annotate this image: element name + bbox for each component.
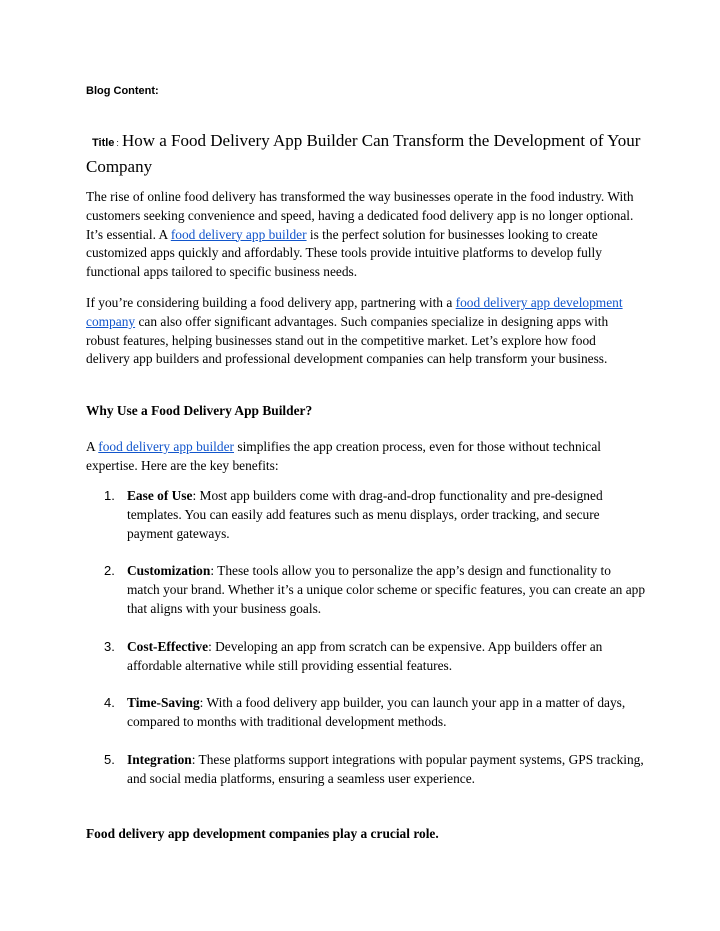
list-item bbox=[86, 751, 646, 789]
list-item bbox=[86, 694, 646, 732]
document-title bbox=[86, 129, 646, 179]
section-heading: Why Use a Food Delivery App Builder? bbox=[86, 403, 313, 418]
food-delivery-app-builder-link[interactable]: food delivery app builder bbox=[170, 226, 307, 242]
partnering-paragraph bbox=[86, 294, 642, 369]
benefits-list bbox=[86, 487, 646, 808]
intro-paragraph bbox=[86, 188, 642, 282]
benefit-term: Customization bbox=[127, 563, 211, 579]
benefits-intro-after-link: simplifies the app creation process, even for those without technical expertise. Here are the key benefits: bbox=[86, 439, 602, 473]
list-item bbox=[86, 638, 646, 676]
benefits-intro-before-link: A bbox=[86, 439, 99, 454]
list-number: 1. bbox=[104, 488, 115, 503]
list-number: 2. bbox=[104, 563, 115, 579]
benefit-term: Time-Saving bbox=[127, 695, 200, 711]
partnering-text-before-link: If you’re considering building a food delivery app, partnering with a bbox=[86, 295, 456, 310]
blog-content-label: Blog Content: bbox=[86, 85, 159, 97]
list-number: 4. bbox=[104, 695, 115, 711]
intro-text-after-link: is the perfect solution for businesses looking to create customized apps quickly and affordably. These tools provide intuitive platforms to develop fully functional apps tailored to specific business needs. bbox=[86, 226, 602, 280]
list-number: 3. bbox=[104, 638, 115, 654]
benefits-intro-paragraph bbox=[86, 438, 642, 476]
benefit-term: Integration bbox=[127, 751, 192, 767]
benefit-term: Ease of Use bbox=[127, 488, 193, 503]
benefit-text: : These platforms support integrations with popular payment systems, GPS tracking, and social media platforms, ensuring a seamless user experience. bbox=[127, 751, 644, 786]
benefit-term: Cost-Effective bbox=[127, 638, 209, 654]
development-company-link[interactable]: food delivery app development company bbox=[86, 295, 623, 329]
benefit-text: : With a food delivery app builder, you can launch your app in a matter of days, compared to months with traditional development methods. bbox=[127, 695, 626, 730]
list-number: 5. bbox=[104, 751, 115, 767]
title-tag: Title bbox=[92, 137, 115, 149]
list-item bbox=[86, 562, 646, 618]
app-builder-link-2[interactable]: food delivery app builder bbox=[98, 439, 235, 454]
title-colon: : bbox=[116, 138, 119, 148]
intro-text-before-link: The rise of online food delivery has transformed the way businesses operate in the food industry. With customers seeking convenience and speed, having a dedicated food delivery app is no longer optional. It’s essential. A bbox=[86, 189, 634, 242]
benefit-text: : Most app builders come with drag-and-drop functionality and pre-designed templates. You can easily add features such as menu displays, order tracking, and secure payment gateways. bbox=[127, 488, 603, 541]
closing-heading: Food delivery app development companies play a crucial role. bbox=[86, 826, 439, 841]
list-item bbox=[86, 487, 646, 543]
benefit-text: : These tools allow you to personalize the app’s design and functionality to match your brand. Whether it’s a unique color scheme or specific features, you can create an app that aligns with your business goals. bbox=[127, 563, 646, 616]
partnering-text-after-link: can also offer significant advantages. Such companies specialize in designing apps with robust features, helping businesses stand out in the competitive market. Let’s explore how food delivery app builders and professional development companies can help transform your business. bbox=[86, 313, 609, 367]
benefit-text: : Developing an app from scratch can be expensive. App builders offer an affordable alternative while still providing essential features. bbox=[127, 638, 603, 673]
title-text: How a Food Delivery App Builder Can Transform the Development of Your Company bbox=[86, 131, 641, 176]
